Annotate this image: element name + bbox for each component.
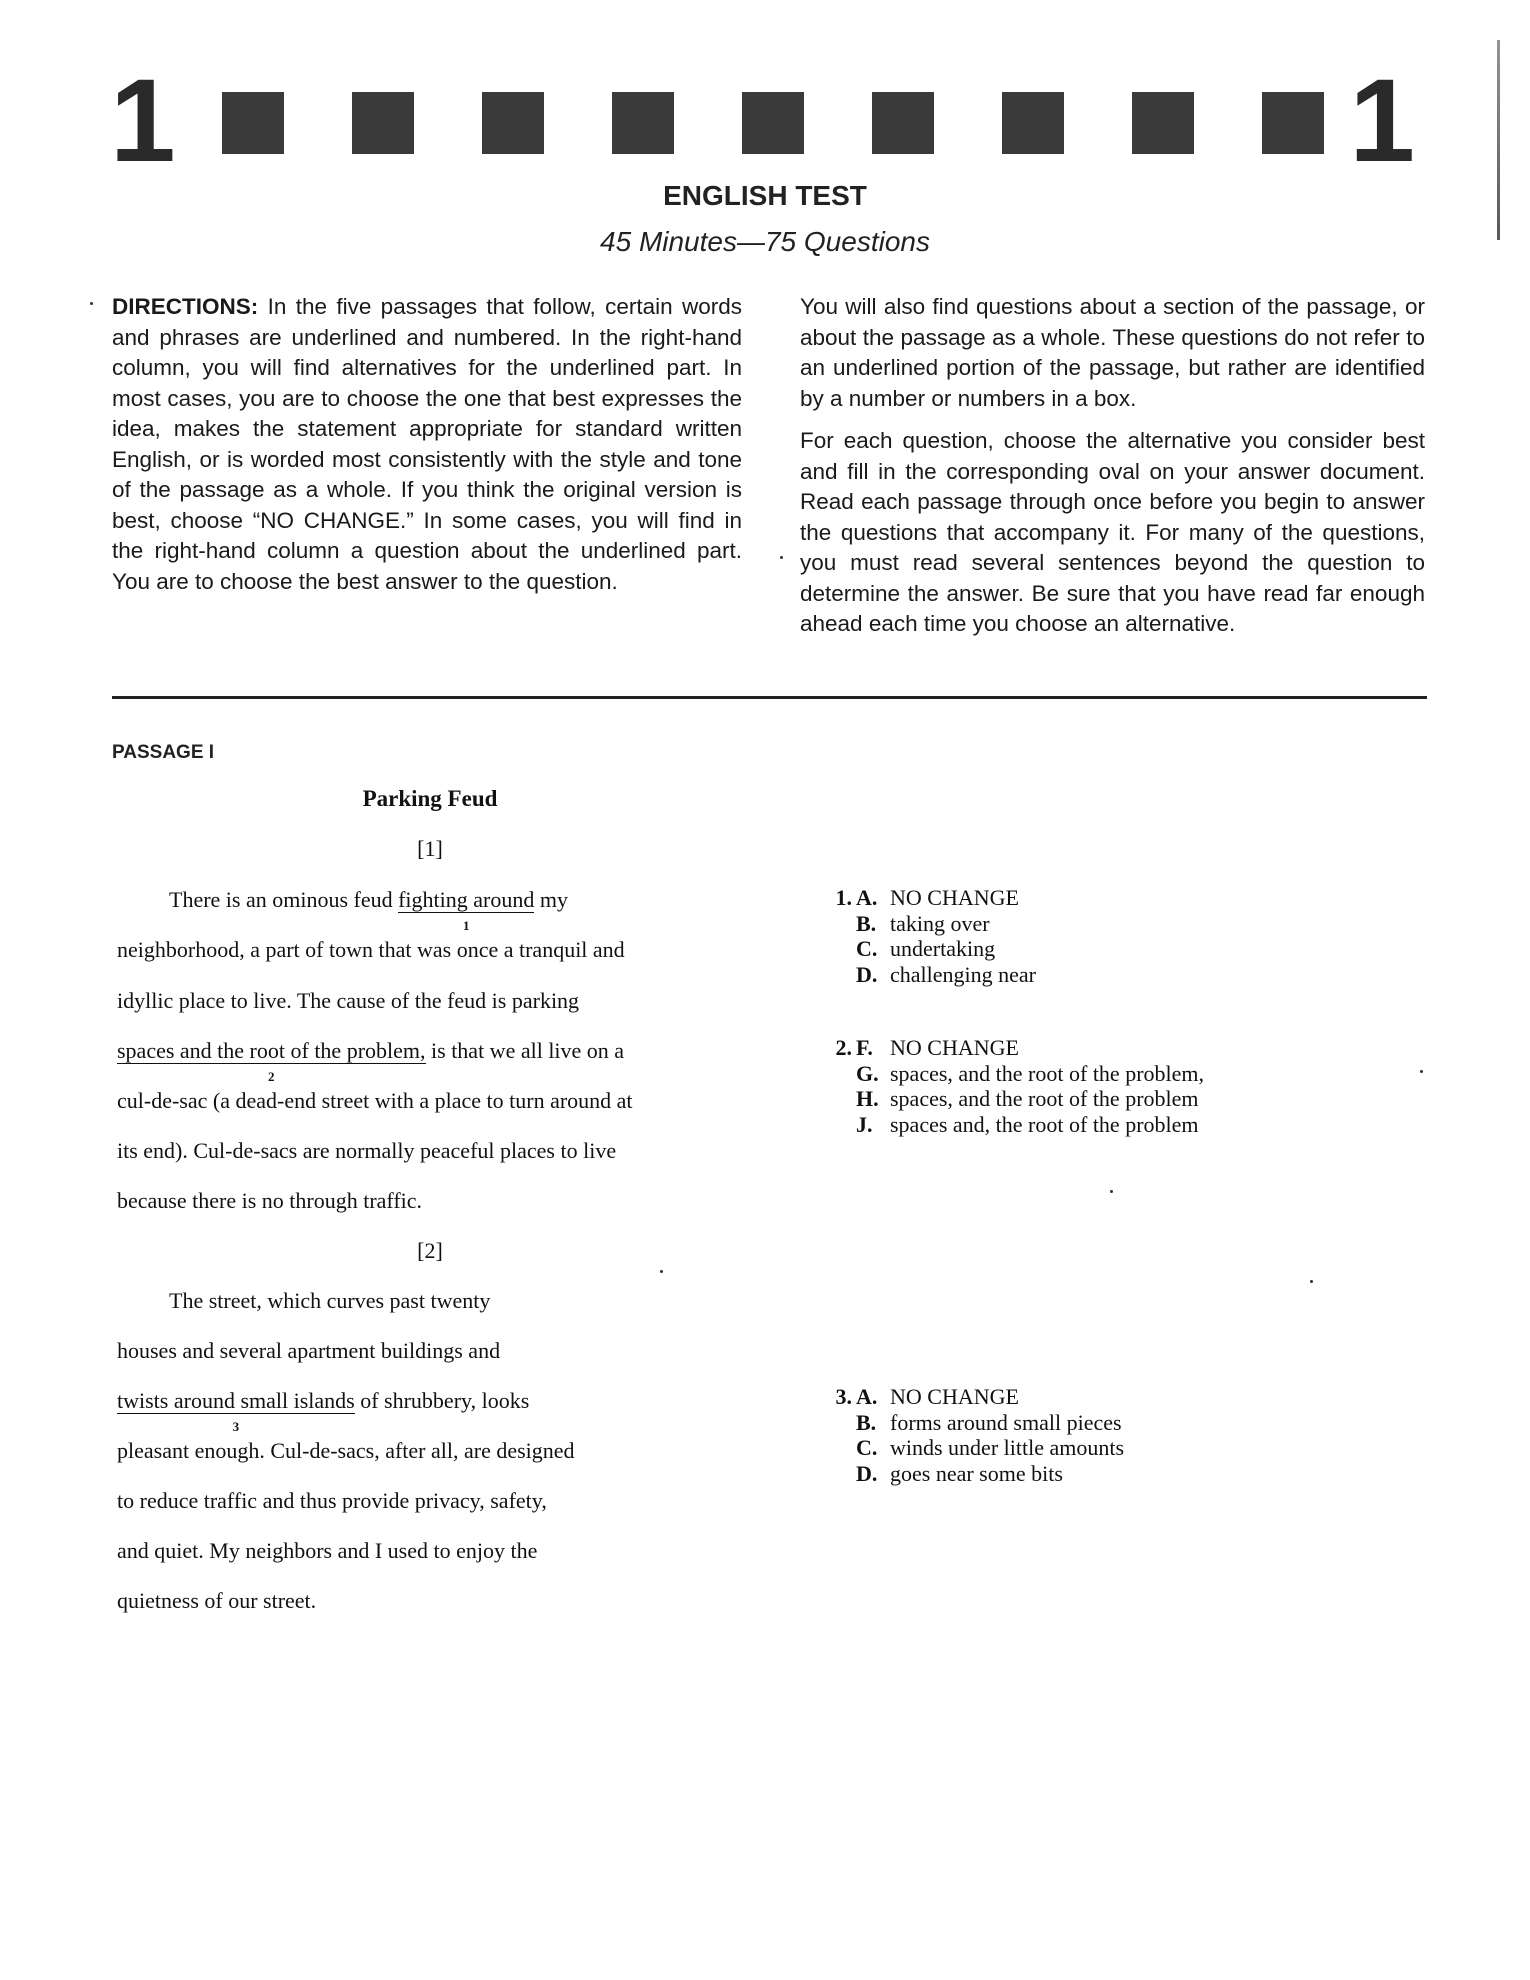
scan-speck [1420, 1070, 1423, 1073]
answer-option[interactable]: J. spaces and, the root of the problem [856, 1111, 1199, 1137]
answer-option[interactable]: B. forms around small pieces [856, 1409, 1122, 1435]
question-1 [816, 885, 1416, 987]
directions-label: DIRECTIONS: [112, 294, 259, 319]
answer-option[interactable]: D. challenging near [856, 961, 1036, 987]
header-square [1262, 92, 1324, 154]
question-3 [816, 1384, 1416, 1486]
question-number: 1. [835, 885, 852, 910]
directions-right-paragraph-1: You will also find questions about a section of the passage, or about the passage as a whole. These questions do not refer to an underlined portion of the passage, but rather are identified by a number or numbers in a box. [800, 294, 1425, 411]
section-header-bar [110, 55, 1415, 187]
header-square [742, 92, 804, 154]
passage-title: Parking Feud [362, 786, 498, 811]
passage-line: pleasant enough. Cul-de-sacs, after all, are designed [117, 1438, 575, 1463]
header-square [352, 92, 414, 154]
question-marker-3: 3 [232, 1419, 240, 1434]
header-square [482, 92, 544, 154]
passage-line: its end). Cul-de-sacs are normally peaceful places to live [117, 1138, 617, 1163]
paragraph-number: [1] [417, 836, 443, 861]
scan-speck [660, 1270, 663, 1273]
passage-line: idyllic place to live. The cause of the feud is parking [117, 988, 580, 1013]
answer-option[interactable]: 3. A. NO CHANGE [816, 1384, 1416, 1410]
answer-option[interactable]: G. spaces, and the root of the problem, [856, 1060, 1205, 1086]
passage-line: cul-de-sac (a dead-end street with a place to turn around at [117, 1088, 633, 1113]
passage-line: and quiet. My neighbors and I used to enjoy the [117, 1538, 538, 1563]
question-number: 3. [835, 1384, 852, 1409]
header-square [872, 92, 934, 154]
passage-line: to reduce traffic and thus provide privacy, safety, [117, 1488, 547, 1513]
passage-line: neighborhood, a part of town that was once a tranquil and [117, 937, 625, 962]
passage-line: There is an ominous feud fighting around 1 my [169, 887, 568, 933]
underlined-phrase-3: twists around small islands 3 [117, 1388, 355, 1434]
passage-line: quietness of our street. [117, 1588, 317, 1613]
answer-option[interactable]: B. taking over [856, 910, 990, 936]
question-2 [816, 1035, 1416, 1137]
test-subtitle: 45 Minutes—75 Questions [600, 226, 930, 257]
passage-line: twists around small islands 3 of shrubbery, looks [117, 1388, 530, 1434]
passage-line: houses and several apartment buildings and [117, 1338, 501, 1363]
question-marker-1: 1 [462, 918, 470, 933]
underlined-phrase-2: spaces and the root of the problem, 2 [117, 1038, 426, 1084]
scan-speck [1310, 1280, 1313, 1283]
answer-option[interactable]: H. spaces, and the root of the problem [856, 1086, 1199, 1111]
section-divider [112, 696, 1427, 699]
test-title: ENGLISH TEST [663, 180, 867, 211]
answer-option[interactable]: 2. F. NO CHANGE [816, 1035, 1416, 1061]
passage-line: spaces and the root of the problem, 2 is that we all live on a [117, 1038, 625, 1084]
answer-option[interactable]: D. goes near some bits [856, 1460, 1063, 1486]
scan-speck [90, 302, 93, 305]
header-square [1132, 92, 1194, 154]
directions-right-column [800, 292, 1425, 652]
header-square [222, 92, 284, 154]
scan-speck [1110, 1190, 1113, 1193]
directions-left-text: In the five passages that follow, certain words and phrases are underlined and numbered. In the right-hand column, you will find alternatives for the underlined part. In most cases, you are to choose the one that best expresses the idea, makes the statement appropriate for standard written English, or is worded most consistently with the style and tone of the passage as a whole. If you think the original version is best, choose “NO CHANGE.” In some cases, you will find in the right-hand column a question about the underlined part. You are to choose the best answer to the question. [112, 294, 742, 594]
section-number-right: 1 [1349, 55, 1415, 187]
passage-line: because there is no through traffic. [117, 1188, 423, 1213]
directions-right-paragraph-2: For each question, choose the alternative you consider best and fill in the corresponding oval on your answer document. Read each passage through once before you begin to answer the questions that accompany it. For many of the questions, you must read several sentences beyond the question to determine the answer. Be sure that you have read far enough ahead each time you choose an alternative. [800, 428, 1425, 636]
section-number-left: 1 [110, 55, 176, 187]
question-marker-2: 2 [268, 1069, 275, 1084]
directions-left-column [112, 292, 742, 609]
header-square [612, 92, 674, 154]
passage-label: PASSAGE I [112, 742, 215, 763]
underlined-phrase-1: fighting around 1 [398, 887, 535, 933]
scan-speck [780, 556, 783, 559]
answer-option[interactable]: 1. A. NO CHANGE [816, 885, 1416, 911]
question-number: 2. [835, 1035, 852, 1060]
passage-line: The street, which curves past twenty [169, 1288, 491, 1313]
answer-option[interactable]: C. undertaking [856, 936, 996, 961]
paragraph-number: [2] [417, 1238, 443, 1263]
header-square [1002, 92, 1064, 154]
answer-option[interactable]: C. winds under little amounts [856, 1435, 1125, 1460]
